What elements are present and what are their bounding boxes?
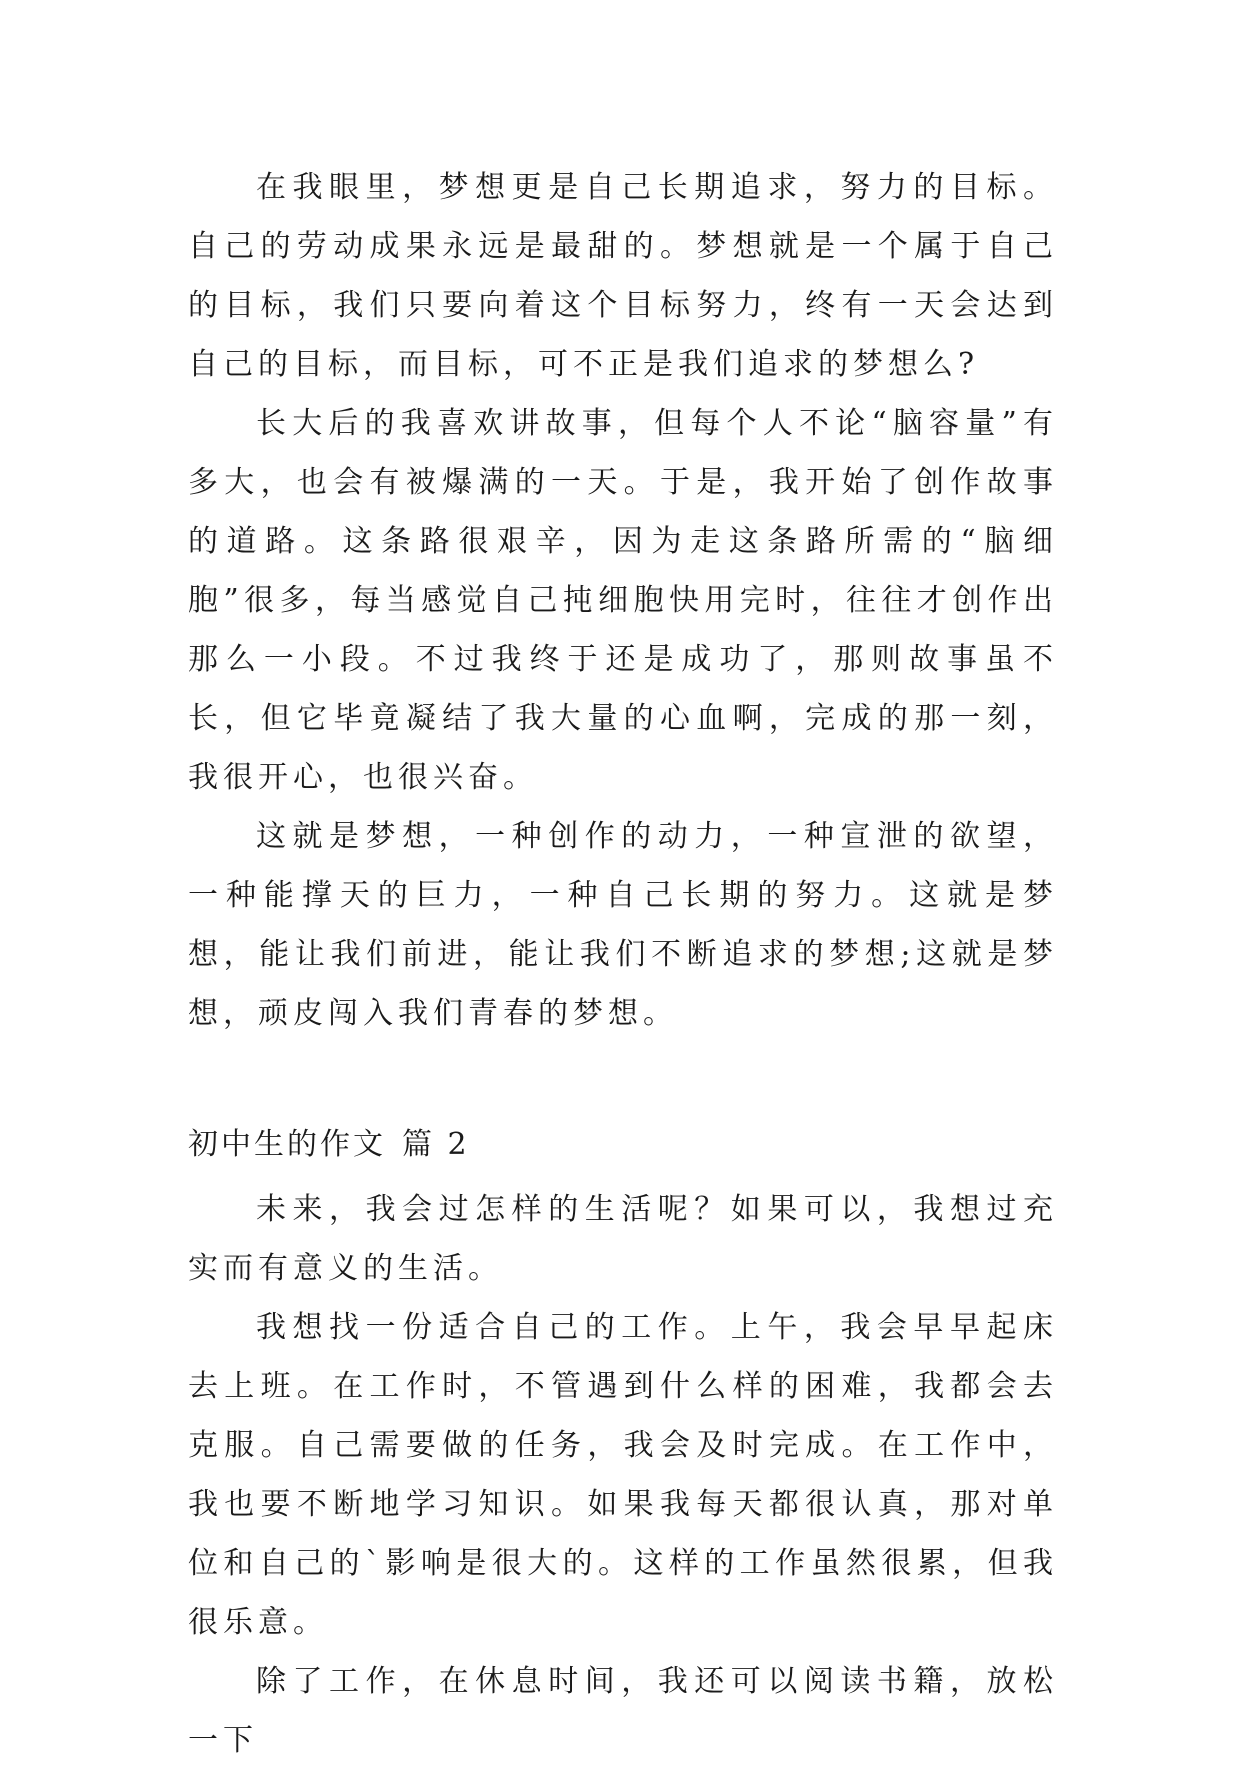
paragraph-work: 我想找一份适合自己的工作。上午，我会早早起床去上班。在工作时，不管遇到什么样的困难，我都会去克服。自己需要做的任务，我会及时完成。在工作中，我也要不断地学习知识。如果我每天都很认真，那对单位和自己的`影响是很大的。这样的工作虽然很累，但我很乐意。 bbox=[188, 1310, 1058, 1640]
essay-heading-title: 初中生的作文 bbox=[188, 1127, 386, 1162]
paragraph-dream-goal: 在我眼里，梦想更是自己长期追求，努力的目标。自己的劳动成果永远是最甜的。梦想就是一个属于自己的目标，我们只要向着这个目标努力，终有一天会达到自己的目标，而目标，可不正是我们追求的梦想么? bbox=[188, 170, 1058, 382]
paragraph-future-life: 未来，我会过怎样的生活呢？如果可以，我想过充实而有意义的生活。 bbox=[188, 1192, 1058, 1286]
paragraph-leisure: 除了工作，在休息时间，我还可以阅读书籍，放松一下 bbox=[188, 1664, 1058, 1758]
document-body bbox=[188, 158, 1058, 1770]
paragraph-storytelling: 长大后的我喜欢讲故事，但每个人不论“脑容量”有多大，也会有被爆满的一天。于是，我开始了创作故事的道路。这条路很艰辛，因为走这条路所需的“脑细胞”很多，每当感觉自己扽细胞快用完时，往往才创作出那么一小段。不过我终于还是成功了，那则故事虽不长，但它毕竟凝结了我大量的心血啊，完成的那一刻，我很开心，也很兴奋。 bbox=[188, 406, 1058, 795]
essay-heading bbox=[188, 1115, 1058, 1174]
essay-heading-number: 篇 2 bbox=[402, 1127, 470, 1162]
paragraph-dream-definition: 这就是梦想，一种创作的动力，一种宣泄的欲望，一种能撑天的巨力，一种自己长期的努力。这就是梦想，能让我们前进，能让我们不断追求的梦想;这就是梦想，顽皮闯入我们青春的梦想。 bbox=[188, 819, 1058, 1031]
